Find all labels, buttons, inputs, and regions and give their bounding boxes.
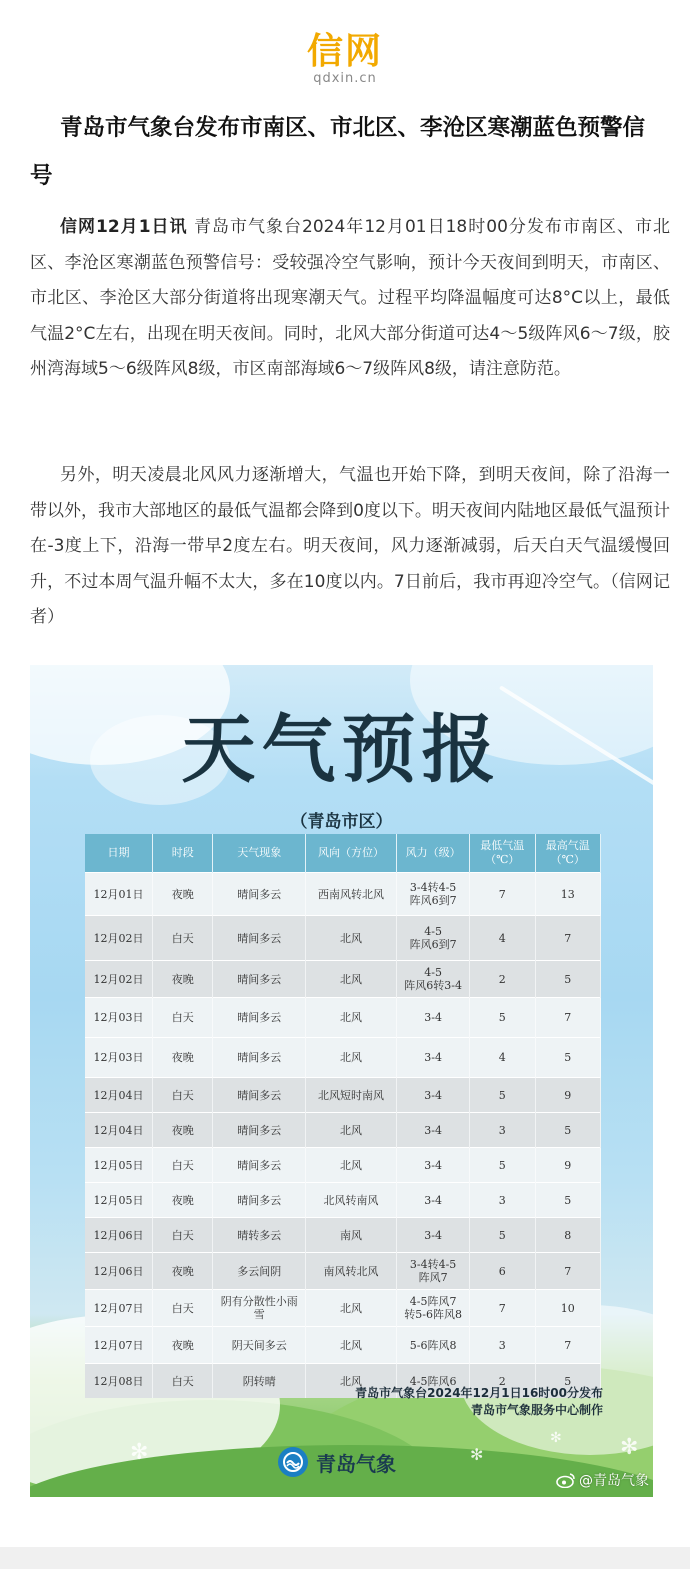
qingdao-weather-brand: [278, 1446, 396, 1478]
cell-wind-direction: 北风: [305, 998, 396, 1038]
cell-weather: 晴转多云: [213, 1218, 305, 1253]
cell-min-temp: 2: [470, 961, 535, 998]
cell-date: 12月05日: [85, 1183, 153, 1218]
cell-wind-direction: 北风: [305, 1148, 396, 1183]
cell-weather: 晴间多云: [213, 1183, 305, 1218]
cell-date: 12月05日: [85, 1148, 153, 1183]
cell-period: 夜晚: [153, 1253, 213, 1290]
cell-date: 12月07日: [85, 1327, 153, 1364]
article-paragraph-2: 另外，明天凌晨北风风力逐渐增大，气温也开始下降，到明天夜间，除了沿海一带以外，我市大部地区的最低气温都会降到0度以下。明天夜间内陆地区最低气温预计在-3度上下，沿海一带早2度左右。明天夜间，风力逐渐减弱，后天白天气温缓慢回升，不过本周气温升幅不太大，多在10度以内。7日前后，我市再迎冷空气。（信网记者）: [30, 465, 670, 627]
cell-max-temp: 5: [535, 1113, 600, 1148]
cell-weather: 晴间多云: [213, 1038, 305, 1078]
cell-date: 12月03日: [85, 1038, 153, 1078]
cell-min-temp: 5: [470, 998, 535, 1038]
cell-period: 白天: [153, 1148, 213, 1183]
cell-wind-force: 3-4: [397, 998, 470, 1038]
weather-forecast-poster: [30, 665, 653, 1497]
cell-max-temp: 7: [535, 998, 600, 1038]
cell-wind-direction: 南风转北风: [305, 1253, 396, 1290]
header-max-temp: 最高气温（℃）: [535, 834, 600, 873]
forecast-row: [85, 1148, 601, 1183]
cell-weather: 晴间多云: [213, 1113, 305, 1148]
snowflake-icon: ✻: [470, 1445, 484, 1464]
cell-wind-direction: 北风: [305, 1364, 396, 1399]
cell-max-temp: 9: [535, 1148, 600, 1183]
cell-weather: 多云间阴: [213, 1253, 305, 1290]
cell-date: 12月08日: [85, 1364, 153, 1399]
cell-max-temp: 7: [535, 916, 600, 961]
forecast-row: [85, 1290, 601, 1327]
cell-max-temp: 8: [535, 1218, 600, 1253]
cell-min-temp: 3: [470, 1113, 535, 1148]
cell-wind-direction: 南风: [305, 1218, 396, 1253]
cell-date: 12月01日: [85, 873, 153, 916]
cell-max-temp: 10: [535, 1290, 600, 1327]
cell-period: 夜晚: [153, 1038, 213, 1078]
cell-wind-force: 4-5阵风6: [397, 1364, 470, 1399]
cell-min-temp: 3: [470, 1327, 535, 1364]
cell-wind-force: 4-5阵风7 转5-6阵风8: [397, 1290, 470, 1327]
weather-logo-icon: [278, 1447, 308, 1477]
cell-period: 夜晚: [153, 873, 213, 916]
cell-wind-direction: 北风: [305, 1290, 396, 1327]
issuer-line-1: 青岛市气象台2024年12月1日16时00分发布: [355, 1386, 603, 1400]
header-min-temp: 最低气温（℃）: [470, 834, 535, 873]
cell-period: 夜晚: [153, 1327, 213, 1364]
article-lead: 信网12月1日讯: [60, 217, 188, 237]
cell-max-temp: 5: [535, 1038, 600, 1078]
issuer-line-2: 青岛市气象服务中心制作: [470, 1403, 603, 1417]
cell-period: 夜晚: [153, 1113, 213, 1148]
cell-wind-force: 4-5 阵风6转3-4: [397, 961, 470, 998]
cell-weather: 晴间多云: [213, 873, 305, 916]
cell-wind-direction: 北风转南风: [305, 1183, 396, 1218]
header-date: 日期: [85, 834, 153, 873]
cell-weather: 晴间多云: [213, 998, 305, 1038]
forecast-table-header: [85, 834, 601, 873]
cell-period: 白天: [153, 1364, 213, 1399]
cell-period: 白天: [153, 1290, 213, 1327]
cell-period: 夜晚: [153, 1183, 213, 1218]
brand-name: 青岛气象: [316, 1451, 396, 1476]
snowflake-icon: ✻: [620, 1435, 639, 1460]
header-wind-force: 风力（级）: [397, 834, 470, 873]
cell-date: 12月04日: [85, 1113, 153, 1148]
cell-min-temp: 5: [470, 1218, 535, 1253]
forecast-table: [85, 834, 601, 1398]
header-weather: 天气现象: [213, 834, 305, 873]
forecast-row: [85, 1253, 601, 1290]
cell-period: 夜晚: [153, 961, 213, 998]
cell-wind-force: 5-6阵风8: [397, 1327, 470, 1364]
cell-weather: 晴间多云: [213, 916, 305, 961]
cell-wind-force: 3-4转4-5 阵风7: [397, 1253, 470, 1290]
article-paragraph-1: [30, 210, 670, 388]
cell-min-temp: 2: [470, 1364, 535, 1399]
cell-date: 12月07日: [85, 1290, 153, 1327]
cell-date: 12月06日: [85, 1253, 153, 1290]
cell-weather: 阴有分散性小雨 雪: [213, 1290, 305, 1327]
header-wind-direction: 风向（方位）: [305, 834, 396, 873]
logo-mark: 信网: [306, 31, 383, 72]
snowflake-icon: ✻: [550, 1430, 562, 1446]
weibo-watermark: [556, 1470, 649, 1490]
cell-wind-force: 3-4: [397, 1148, 470, 1183]
forecast-row: [85, 1218, 601, 1253]
cell-wind-force: 3-4转4-5 阵风6到7: [397, 873, 470, 916]
forecast-row: [85, 998, 601, 1038]
cell-wind-force: 3-4: [397, 1113, 470, 1148]
cell-min-temp: 6: [470, 1253, 535, 1290]
cell-date: 12月02日: [85, 916, 153, 961]
cell-weather: 晴间多云: [213, 1078, 305, 1113]
cell-max-temp: 5: [535, 961, 600, 998]
cell-date: 12月06日: [85, 1218, 153, 1253]
header-period: 时段: [153, 834, 213, 873]
cell-min-temp: 4: [470, 916, 535, 961]
paragraph-1-text: 青岛市气象台2024年12月01日18时00分发布市南区、市北区、李沧区寒潮蓝色预警信号：受较强冷空气影响，预计今天夜间到明天，市南区、市北区、李沧区大部分街道将出现寒潮天气。过程平均降温幅度可达8°C以上，最低气温2°C左右，出现在明天夜间。同时，北风大部分街道可达4～5级阵风6～7级，胶州湾海域5～6级阵风8级，市区南部海域6～7级阵风8级，请注意防范。: [30, 217, 670, 379]
cell-min-temp: 4: [470, 1038, 535, 1078]
cell-min-temp: 7: [470, 873, 535, 916]
forecast-row: [85, 1183, 601, 1218]
cell-min-temp: 7: [470, 1290, 535, 1327]
cell-min-temp: 3: [470, 1183, 535, 1218]
cell-date: 12月03日: [85, 998, 153, 1038]
cell-weather: 阴天间多云: [213, 1327, 305, 1364]
cell-max-temp: 13: [535, 873, 600, 916]
cell-period: 白天: [153, 1078, 213, 1113]
cell-wind-direction: 北风: [305, 1113, 396, 1148]
cell-weather: 晴间多云: [213, 961, 305, 998]
cell-wind-direction: 北风: [305, 916, 396, 961]
forecast-row: [85, 1078, 601, 1113]
logo-domain: qdxin.cn: [313, 71, 377, 86]
forecast-row: [85, 1113, 601, 1148]
poster-subtitle: （青岛市区）: [290, 812, 393, 832]
cell-period: 白天: [153, 998, 213, 1038]
cell-wind-direction: 北风: [305, 1327, 396, 1364]
article-headline: 青岛市气象台发布市南区、市北区、李沧区寒潮蓝色预警信号: [30, 115, 646, 189]
page-footer-bar: [0, 1547, 690, 1569]
cell-period: 白天: [153, 1218, 213, 1253]
cell-wind-force: 3-4: [397, 1078, 470, 1113]
forecast-row: [85, 873, 601, 916]
forecast-row: [85, 1038, 601, 1078]
cell-weather: 阴转晴: [213, 1364, 305, 1399]
cell-max-temp: 7: [535, 1327, 600, 1364]
cell-weather: 晴间多云: [213, 1148, 305, 1183]
poster-title: 天气预报: [181, 707, 502, 793]
cell-wind-force: 3-4: [397, 1218, 470, 1253]
cell-min-temp: 5: [470, 1078, 535, 1113]
weibo-icon: [556, 1472, 576, 1488]
cell-max-temp: 7: [535, 1253, 600, 1290]
cell-wind-force: 4-5 阵风6到7: [397, 916, 470, 961]
cell-period: 白天: [153, 916, 213, 961]
cell-date: 12月02日: [85, 961, 153, 998]
cell-min-temp: 5: [470, 1148, 535, 1183]
forecast-row: [85, 1327, 601, 1364]
issuer-note: [355, 1385, 603, 1419]
snowflake-icon: ✻: [130, 1440, 149, 1465]
watermark-text: @青岛气象: [579, 1473, 649, 1489]
forecast-row: [85, 916, 601, 961]
cell-max-temp: 5: [535, 1183, 600, 1218]
cell-wind-direction: 北风: [305, 961, 396, 998]
cell-date: 12月04日: [85, 1078, 153, 1113]
cell-wind-direction: 西南风转北风: [305, 873, 396, 916]
cell-wind-force: 3-4: [397, 1183, 470, 1218]
site-logo[interactable]: [0, 30, 690, 86]
cell-max-temp: 5: [535, 1364, 600, 1399]
cell-wind-direction: 北风: [305, 1038, 396, 1078]
forecast-row: [85, 961, 601, 998]
cell-max-temp: 9: [535, 1078, 600, 1113]
cell-wind-direction: 北风短时南风: [305, 1078, 396, 1113]
cell-wind-force: 3-4: [397, 1038, 470, 1078]
